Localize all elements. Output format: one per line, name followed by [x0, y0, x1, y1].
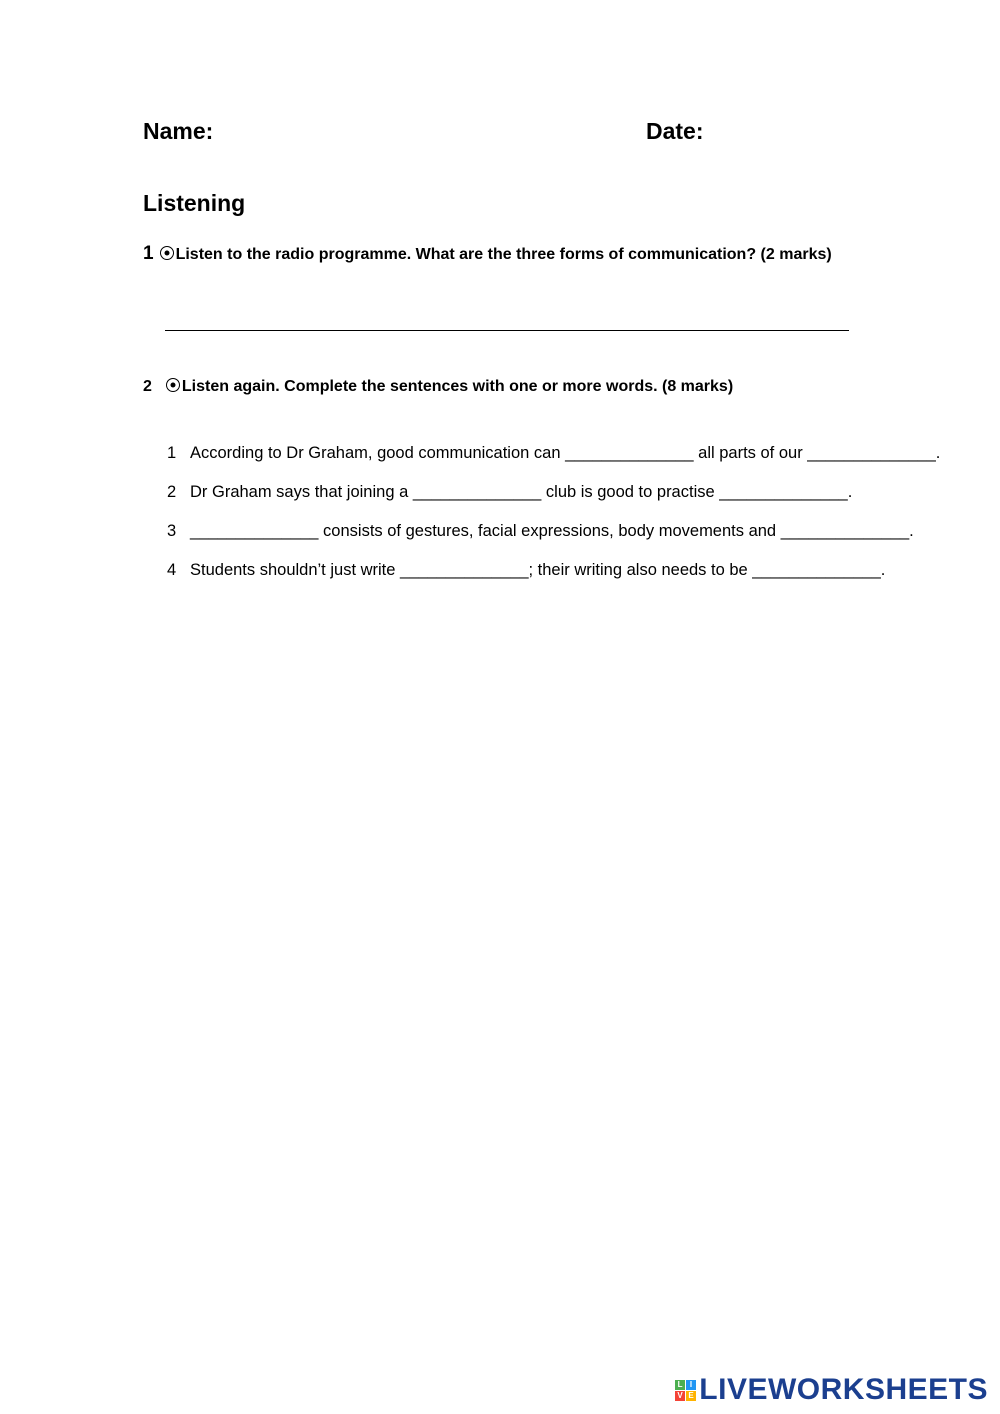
sentence-text[interactable]: ______________ consists of gestures, facial expressions, body movements and ______________.	[190, 522, 914, 540]
sentence-number: 1	[167, 444, 177, 462]
sentence-text[interactable]: According to Dr Graham, good communication can ______________ all parts of our ______________.	[190, 444, 941, 462]
section-title: Listening	[143, 190, 246, 216]
sentence-list	[167, 443, 940, 599]
question-1-number: 1	[143, 243, 154, 264]
question-1	[143, 243, 832, 265]
sentence-item	[167, 521, 940, 560]
audio-icon[interactable]	[166, 378, 180, 392]
audio-icon[interactable]	[160, 246, 174, 260]
sentence-item	[167, 482, 940, 521]
sentence-item	[167, 443, 940, 482]
date-label: Date:	[646, 118, 704, 144]
sentence-text[interactable]: Dr Graham says that joining a ______________ club is good to practise ______________.	[190, 483, 853, 501]
sentence-number: 2	[167, 483, 177, 501]
question-1-text: Listen to the radio programme. What are the three forms of communication? (2 marks)	[175, 246, 832, 263]
sentence-number: 4	[167, 561, 177, 579]
liveworksheets-logo-icon	[675, 1380, 696, 1401]
logo-letter: L	[675, 1380, 685, 1390]
logo-letter: I	[686, 1380, 696, 1390]
brand-name: LIVEWORKSHEETS	[699, 1373, 988, 1406]
sentence-number: 3	[167, 522, 177, 540]
question-2	[143, 378, 733, 396]
logo-letter: E	[686, 1391, 696, 1401]
sentence-text[interactable]: Students shouldn’t just write ______________; their writing also needs to be ______________.	[190, 561, 886, 579]
question-2-number: 2	[143, 378, 152, 395]
answer-line[interactable]	[165, 330, 849, 331]
logo-letter: V	[675, 1391, 685, 1401]
liveworksheets-brand[interactable]	[675, 1373, 988, 1407]
name-label: Name:	[143, 118, 214, 144]
question-2-text: Listen again. Complete the sentences with one or more words. (8 marks)	[181, 378, 734, 395]
sentence-item	[167, 560, 940, 599]
